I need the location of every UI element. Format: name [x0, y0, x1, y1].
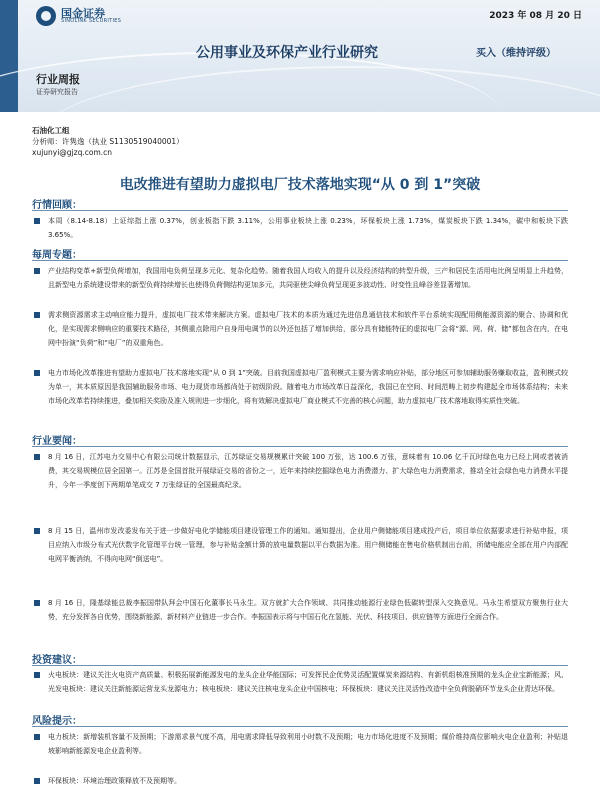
list-item: 8 月 15 日，温州市发改委发布关于进一步做好电化学储能项目建设管理工作的通知。通知提出，企业用户侧储能项目建成投产后，项目单位依据要求进行补贴申报，项目应纳入市级分布式光伏数字化管理平台统一管理，参与补贴金额计算的放电量数据以平台数据为准。用户侧储能在售电价格机制出台前，所储电能应全部在用户内部配电网平衡消纳，不得向电网“倒送电”。	[34, 524, 568, 566]
rating-badge: 买入（维持评级）	[476, 48, 556, 59]
bullet-icon	[34, 218, 40, 224]
bullet-icon	[34, 312, 40, 318]
list-item: 需求侧资源需求主动响应能力提升，虚拟电厂技术带来解决方案。虚拟电厂技术的本质为通过先进信息通信技术和软件平台系统实现配用侧能源资源的聚合、协调和优化，是实现需求侧响应的重要技术路径，其侧重点除用户自身用电调节的以外还包括了增加供给，部分具有储能特征的虚拟电厂会将“源、网、荷、储”都包含在内，在电网中扮演“负荷”和“电厂”的双重角色。	[34, 308, 568, 350]
logo-icon	[36, 6, 56, 26]
company-name-cn: 国金证券	[61, 7, 105, 20]
bullet-icon	[34, 778, 40, 784]
list-item: 火电板块：建议关注火电资产高质量、积极拓展新能源发电的龙头企业华能国际；可发挥民企优势灵活配置煤炭来源结构、有新机组核准预期的龙头企业宝新能源；风、光发电板块：建议关注新能源运营龙头龙源电力；核电板块：建议关注核电龙头企业中国核电；环保板块：建议关注灵活性改造中全负荷脱硝环节龙头企业青达环保。	[34, 668, 568, 696]
research-group: 石油化工组	[32, 126, 70, 135]
bullet-icon	[34, 672, 40, 678]
section-divider	[32, 210, 568, 211]
analyst-email[interactable]: xujunyi@gjzq.com.cn	[32, 148, 113, 157]
section-title-topic: 每周专题：	[32, 250, 82, 261]
industry-title: 公用事业及环保产业行业研究	[196, 45, 378, 61]
analyst-info	[32, 125, 184, 158]
list-item: 8 月 16 日，江苏电力交易中心有限公司统计数据显示，江苏绿证交易规模累计突破 100 万张，达 100.6 万张，意味着有 10.06 亿千瓦时绿色电力已经上网或者被消费，其交易规模位居全国第一。江苏是全国首批开展绿证交易的省份之一，近年来持续挖掘绿色电力消费潜力、扩大绿色电力消费需求，推动全社会绿色电力消费水平提升，今年一季度创下两期单笔成交 7 万张绿证的全国最高纪录。	[34, 450, 568, 492]
report-date: 2023 年 08 月 20 日	[489, 11, 582, 21]
report-header	[0, 0, 600, 112]
report-subtype: 证券研究报告	[36, 88, 78, 96]
analyst-name: 分析师：许隽逸（执业 S1130519040001）	[32, 137, 184, 146]
bullet-icon	[34, 268, 40, 274]
bullet-icon	[34, 454, 40, 460]
report-type: 行业周报	[36, 73, 80, 86]
list-item: 电力板块：新增装机容量不及预期；下游需求景气度不高，用电需求降低导致利用小时数不及预期；电力市场化进度不及预期；煤价维持高位影响火电企业盈利；补贴退坡影响新能源发电企业盈利等。	[34, 730, 568, 758]
bullet-icon	[34, 734, 40, 740]
section-title-risk: 风险提示：	[32, 716, 82, 727]
section-divider	[32, 446, 568, 447]
list-item: 电力市场化改革推进有望助力虚拟电厂技术落地实现“从 0 到 1”突破。目前我国虚拟电厂盈利模式主要为需求响应补贴，部分地区可参加辅助服务赚取收益，盈利模式较为单一，其本质原因是我国辅助服务市场、电力现货市场都尚处于初级阶段。随着电力市场改革日益深化，我国已在空间、时间范畴上初步构建起全市场体系结构；未来市场化改革若持续推进，叠加相关奖励及准入规则进一步细化，将有效解决虚拟电厂商业模式不完善的核心问题，助力虚拟电厂技术落地取得实质性突破。	[34, 366, 568, 408]
section-title-advice: 投资建议：	[32, 655, 82, 666]
bullet-icon	[34, 600, 40, 606]
section-divider	[32, 726, 568, 727]
bullet-icon	[34, 370, 40, 376]
section-divider	[32, 260, 568, 261]
section-title-review: 行情回顾：	[32, 200, 82, 211]
section-title-news: 行业要闻：	[32, 436, 82, 447]
list-item: 产业结构变革+新型负荷增加，我国用电负荷呈现多元化、复杂化趋势。随着我国人均收入的提升以及经济结构的转型升级，三产和居民生活用电比例呈明显上升趋势，且新型电力系统建设带来的新型负荷持续增长也使得负荷侧结构更加多元，共同驱使尖峰负荷呈现更多波动性、时变性且峰谷差显著增加。	[34, 264, 568, 292]
section-divider	[32, 665, 568, 666]
bullet-icon	[34, 528, 40, 534]
company-name-en: SINOLINK SECURITIES	[61, 18, 122, 24]
report-title: 电改推进有望助力虚拟电厂技术落地实现“从 0 到 1”突破	[119, 177, 481, 193]
list-item: 8 月 16 日，隆基绿能总裁李振国带队拜会中国石化董事长马永生。双方就扩大合作领域、共同推动能源行业绿色低碳转型深入交换意见。马永生希望双方聚焦行业大势，充分发挥各自优势，围绕新能源、新材料产业链进一步合作。李振国表示将与中国石化在氢能、光伏、科技项目、供应链等方面进行全面合作。	[34, 596, 568, 624]
list-item: 环保板块：环境治理政策释放不及预期等。	[34, 774, 568, 788]
list-item: 本周（8.14-8.18）上证综指上涨 0.37%，创业板指下跌 3.11%，公用事业板块上涨 0.23%，环保板块上涨 1.73%，煤炭板块下跌 1.34%，碳中和板块下跌 3.65%。	[34, 214, 568, 242]
company-logo	[36, 6, 121, 26]
